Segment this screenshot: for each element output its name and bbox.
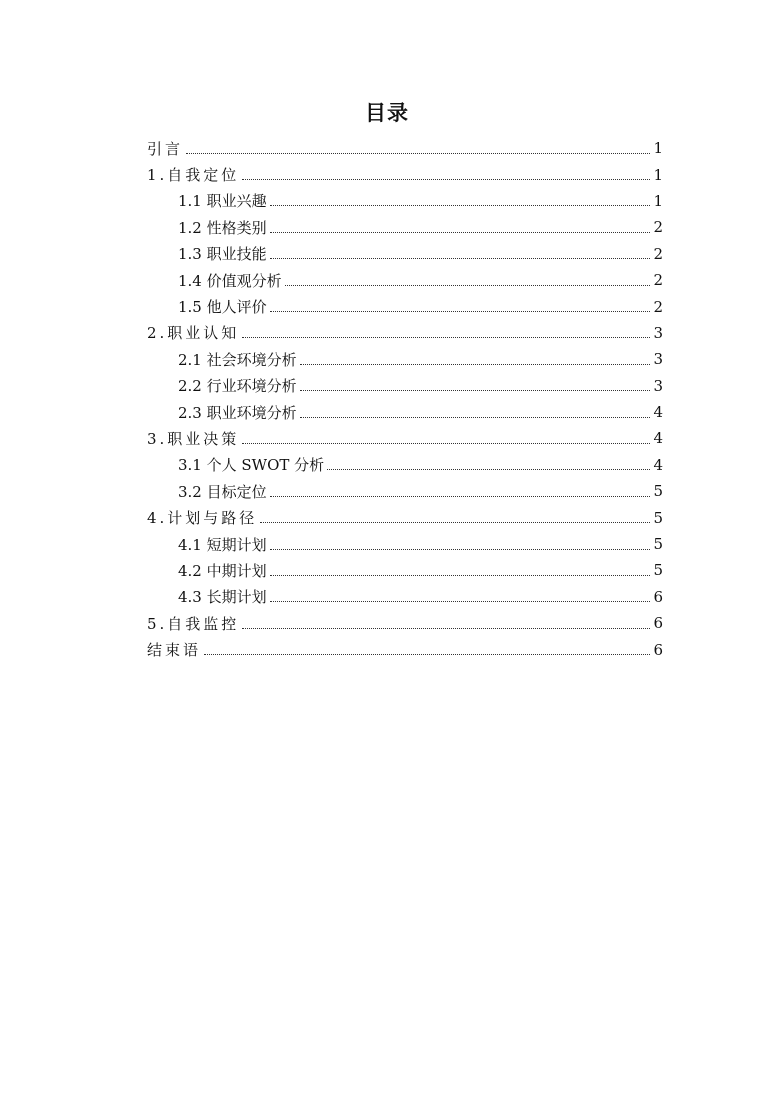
toc-dot-leader [285, 285, 651, 286]
toc-entry-page: 5 [653, 482, 663, 501]
toc-dot-leader [270, 232, 651, 233]
toc-entry-label: 4.1 短期计划 [178, 535, 267, 554]
toc-entry-section-4-1[interactable] [147, 531, 663, 557]
toc-entry-section-2-3[interactable] [147, 399, 663, 425]
toc-entry-label: 2.2 行业环境分析 [178, 377, 297, 396]
toc-entry-page: 5 [653, 535, 663, 554]
toc-entry-page: 3 [653, 323, 663, 342]
toc-dot-leader [270, 575, 651, 576]
toc-entry-section-1[interactable] [147, 161, 663, 187]
toc-dot-leader [300, 417, 651, 418]
toc-entry-page: 2 [653, 244, 663, 263]
toc-entry-label: 1.5 他人评价 [178, 298, 267, 317]
toc-entry-conclusion[interactable] [147, 636, 663, 662]
toc-dot-leader [270, 311, 651, 312]
toc-entry-section-2-1[interactable] [147, 346, 663, 372]
toc-dot-leader [270, 601, 651, 602]
toc-entry-label: 3.职业决策 [147, 429, 240, 448]
toc-entry-label: 2.3 职业环境分析 [178, 403, 297, 422]
toc-dot-leader [242, 179, 650, 180]
toc-entry-label: 4.2 中期计划 [178, 561, 267, 580]
toc-entry-label: 4.计划与路径 [147, 509, 258, 528]
toc-dot-leader [186, 153, 650, 154]
toc-entry-page: 1 [653, 165, 663, 184]
toc-entry-section-1-4[interactable] [147, 267, 663, 293]
toc-entry-section-2-2[interactable] [147, 373, 663, 399]
toc-entry-section-1-2[interactable] [147, 214, 663, 240]
toc-dot-leader [242, 628, 650, 629]
toc-dot-leader [327, 469, 650, 470]
toc-entry-page: 2 [653, 218, 663, 237]
toc-dot-leader [270, 496, 651, 497]
toc-entry-label: 1.1 职业兴趣 [178, 192, 267, 211]
toc-entry-label: 1.3 职业技能 [178, 245, 267, 264]
toc-entry-label: 3.2 目标定位 [178, 482, 267, 501]
toc-entry-section-4[interactable] [147, 504, 663, 530]
toc-entry-label: 1.自我定位 [147, 166, 240, 185]
toc-entry-page: 4 [653, 403, 663, 422]
toc-dot-leader [270, 258, 651, 259]
toc-dot-leader [270, 205, 651, 206]
toc-entry-label: 结束语 [147, 641, 202, 660]
toc-entry-section-1-1[interactable] [147, 188, 663, 214]
toc-entry-label: 5.自我监控 [147, 614, 240, 633]
toc-entry-label: 4.3 长期计划 [178, 588, 267, 607]
toc-entry-section-1-5[interactable] [147, 293, 663, 319]
toc-dot-leader [242, 337, 650, 338]
toc-entry-page: 1 [653, 191, 663, 210]
toc-entry-label: 引言 [147, 139, 184, 158]
toc-entry-page: 5 [653, 561, 663, 580]
toc-entry-section-3[interactable] [147, 425, 663, 451]
toc-entry-section-2[interactable] [147, 320, 663, 346]
toc-entry-page: 1 [653, 139, 663, 158]
toc-dot-leader [260, 522, 650, 523]
toc-entry-page: 6 [653, 640, 663, 659]
toc-dot-leader [300, 390, 651, 391]
toc-entry-label: 3.1 个人 SWOT 分析 [178, 456, 325, 475]
toc-entry-label: 1.2 性格类别 [178, 218, 267, 237]
toc-entry-page: 4 [653, 429, 663, 448]
toc-entry-section-5[interactable] [147, 610, 663, 636]
toc-dot-leader [242, 443, 650, 444]
toc-entry-page: 5 [653, 508, 663, 527]
toc-dot-leader [300, 364, 651, 365]
toc-entry-page: 6 [653, 614, 663, 633]
toc-entry-section-3-1[interactable] [147, 452, 663, 478]
toc-entry-section-4-2[interactable] [147, 557, 663, 583]
toc-entry-page: 2 [653, 271, 663, 290]
toc-title: 目录 [365, 101, 409, 125]
toc-entry-section-3-2[interactable] [147, 478, 663, 504]
toc-entry-section-1-3[interactable] [147, 241, 663, 267]
toc-list [147, 135, 663, 663]
toc-entry-section-4-3[interactable] [147, 584, 663, 610]
toc-entry-label: 1.4 价值观分析 [178, 271, 282, 290]
toc-entry-page: 6 [653, 587, 663, 606]
toc-entry-page: 4 [653, 455, 663, 474]
toc-entry-intro[interactable] [147, 135, 663, 161]
toc-entry-page: 2 [653, 297, 663, 316]
toc-entry-page: 3 [653, 376, 663, 395]
toc-entry-label: 2.职业认知 [147, 324, 240, 343]
toc-dot-leader [204, 654, 650, 655]
toc-dot-leader [270, 549, 651, 550]
toc-entry-page: 3 [653, 350, 663, 369]
toc-entry-label: 2.1 社会环境分析 [178, 350, 297, 369]
